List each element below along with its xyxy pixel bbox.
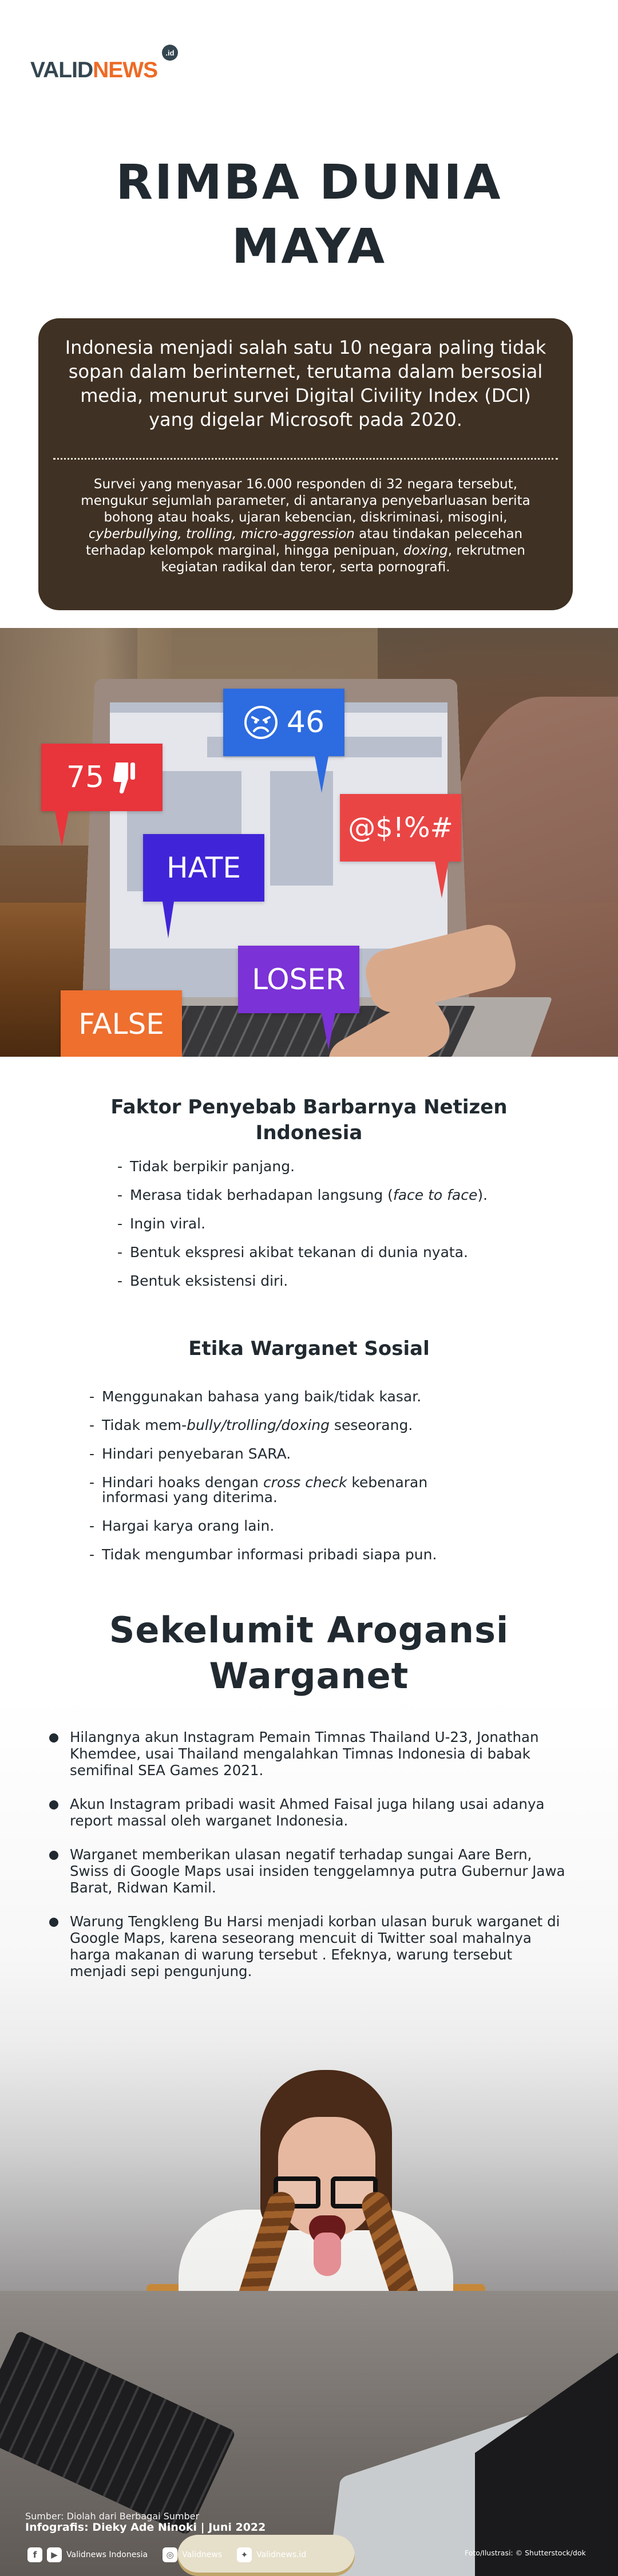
list-item xyxy=(89,1389,558,1404)
bubble-tail xyxy=(163,902,174,938)
bullet-icon xyxy=(49,1851,58,1860)
list-item-text: Tidak mem- xyxy=(102,1417,187,1433)
list-item xyxy=(117,1272,575,1301)
angry-bubble xyxy=(223,689,344,756)
list-item xyxy=(89,1447,558,1461)
profanity-label: @$!%# xyxy=(348,812,453,844)
list-item-text: Bentuk eksistensi diri. xyxy=(130,1273,288,1289)
list-item-text: ). xyxy=(477,1187,488,1203)
intro-body-text: atau tindakan pelecehan terhadap kelompok marginal, hingga penipuan, xyxy=(86,527,523,558)
list-item xyxy=(117,1186,575,1215)
arogansi-heading-text: Sekelumit Arogansi Warganet xyxy=(109,1609,509,1697)
false-label: FALSE xyxy=(78,1008,164,1041)
profanity-bubble xyxy=(340,794,461,862)
social-links xyxy=(27,2547,316,2562)
list-item-text: Akun Instagram pribadi wasit Ahmed Faisal juga hilang usai adanya report massal oleh warganet Indonesia. xyxy=(70,1796,545,1829)
logo-id-badge: .id xyxy=(162,45,178,61)
list-item xyxy=(89,1475,455,1505)
logo-news-text: NEWS xyxy=(93,58,158,82)
list-item-text: kebenaran informasi yang diterima. xyxy=(102,1474,428,1506)
intro-lead: Indonesia menjadi salah satu 10 negara paling tidak sopan dalam berinternet, terutama dalam bersosial media, menurut survei Digital Civility Index (DCI) yang digelar Microsoft pada 2020. xyxy=(65,337,546,430)
list-item-emphasis: bully/trolling/doxing xyxy=(187,1417,330,1433)
social-label-instagram[interactable]: Validnews xyxy=(182,2550,223,2559)
intro-box xyxy=(38,318,573,610)
hate-bubble xyxy=(143,834,264,902)
intro-body-text: , rekrutmen kegiatan radikal dan teror, serta pornografi. xyxy=(161,543,525,575)
facebook-icon[interactable]: f xyxy=(27,2547,42,2562)
arogansi-list xyxy=(46,1729,572,1997)
list-item-text: seseorang. xyxy=(329,1417,413,1433)
list-item-text: Tidak mengumbar informasi pribadi siapa pun. xyxy=(102,1546,437,1563)
list-item xyxy=(117,1215,575,1243)
loser-label: LOSER xyxy=(252,963,346,996)
bubble-tail xyxy=(315,756,328,793)
tongue xyxy=(314,2233,341,2276)
list-item xyxy=(46,1796,572,1829)
instagram-icon[interactable]: ◎ xyxy=(163,2547,177,2562)
list-item xyxy=(89,1547,558,1562)
list-item-text: Menggunakan bahasa yang baik/tidak kasar. xyxy=(102,1388,422,1405)
false-bubble xyxy=(61,990,182,1057)
list-item-text: Bentuk ekspresi akibat tekanan di dunia nyata. xyxy=(130,1244,468,1261)
social-label-twitter[interactable]: Validnews.id xyxy=(256,2550,307,2559)
intro-body-text: Survei yang menyasar 16.000 responden di 32 negara tersebut, mengukur sejumlah parameter, di antaranya penyebarluasan berita bohong atau hoaks, ujaran kebencian, diskriminasi, misogini, xyxy=(81,477,530,525)
list-item xyxy=(46,1913,572,1980)
bubble-tail xyxy=(322,1013,335,1050)
list-item-text: Hilangnya akun Instagram Pemain Timnas Thailand U-23, Jonathan Khemdee, usai Thailand mengalahkan Timnas Indonesia di babak semifinal SEA Games 2021. xyxy=(70,1729,539,1779)
list-item-emphasis: face to face xyxy=(393,1187,478,1203)
list-item-text: Hargai karya orang lain. xyxy=(102,1518,275,1534)
list-item-text: Merasa tidak berhadapan langsung ( xyxy=(130,1187,393,1203)
list-item-text: Tidak berpikir panjang. xyxy=(130,1158,295,1175)
factors-list xyxy=(117,1157,575,1301)
loser-bubble xyxy=(238,946,359,1013)
list-item xyxy=(89,1519,558,1534)
bubble-tail xyxy=(55,811,69,847)
list-item-text: Hindari hoaks dengan xyxy=(102,1474,263,1491)
list-item xyxy=(46,1729,572,1779)
list-item xyxy=(117,1243,575,1272)
bubble-tail xyxy=(435,862,449,898)
list-item xyxy=(89,1418,558,1433)
angry-woman-photo xyxy=(0,2038,618,2576)
list-item xyxy=(117,1157,575,1186)
factors-heading xyxy=(0,1095,618,1146)
laptop-hate-photo xyxy=(0,628,618,1057)
page-title xyxy=(0,150,618,278)
page-title-text: RIMBA DUNIA MAYA xyxy=(116,154,502,274)
list-item-text: Ingin viral. xyxy=(130,1215,206,1232)
social-label-facebook-youtube[interactable]: Validnews Indonesia xyxy=(66,2550,148,2559)
list-item xyxy=(46,1846,572,1896)
logo-valid-text: VALID xyxy=(30,58,93,82)
list-item-text: Warganet memberikan ulasan negatif terhadap sungai Aare Bern, Swiss di Google Maps usai insiden tenggelamnya putra Gubernur Jawa Barat, Ridwan Kamil. xyxy=(70,1846,565,1896)
bullet-icon xyxy=(49,1800,58,1809)
source-credit: Sumber: Diolah dari Berbagai Sumber xyxy=(25,2511,200,2522)
angry-face-icon xyxy=(243,705,279,740)
thumbs-down-icon xyxy=(112,760,137,795)
list-item-text: Warung Tengkleng Bu Harsi menjadi korban ulasan buruk warganet di Google Maps, karena seseorang mencuit di Twitter soal mahalnya harga makanan di warung tersebut . Efeknya, warung tersebut menjadi sepi pengunjung. xyxy=(70,1913,560,1980)
intro-body-emphasis: doxing xyxy=(403,543,448,558)
dislike-count: 75 xyxy=(66,760,105,795)
dotted-divider xyxy=(53,458,558,460)
list-item-emphasis: cross check xyxy=(263,1474,347,1491)
bullet-icon xyxy=(49,1733,58,1743)
intro-body-emphasis: cyberbullying, trolling, micro-aggression xyxy=(88,527,355,542)
arogansi-heading xyxy=(0,1607,618,1699)
etika-list xyxy=(89,1389,558,1576)
hate-label: HATE xyxy=(166,851,241,884)
author-credit: Infografis: Dieky Ade Ninoki | Juni 2022 xyxy=(25,2521,266,2534)
youtube-icon[interactable]: ▶ xyxy=(47,2547,62,2562)
intro-body xyxy=(67,476,544,576)
etika-heading: Etika Warganet Sosial xyxy=(188,1337,430,1360)
twitter-icon[interactable]: ✦ xyxy=(237,2547,252,2562)
factors-heading-text: Faktor Penyebab Barbarnya Netizen Indonesia xyxy=(110,1096,508,1144)
list-item-text: Hindari penyebaran SARA. xyxy=(102,1445,291,1462)
bullet-icon xyxy=(49,1918,58,1927)
photo-credit: Foto/Ilustrasi: © Shutterstock/dok xyxy=(465,2549,586,2557)
validnews-logo[interactable] xyxy=(30,47,175,82)
dislike-bubble xyxy=(41,744,163,811)
angry-count: 46 xyxy=(286,705,325,740)
